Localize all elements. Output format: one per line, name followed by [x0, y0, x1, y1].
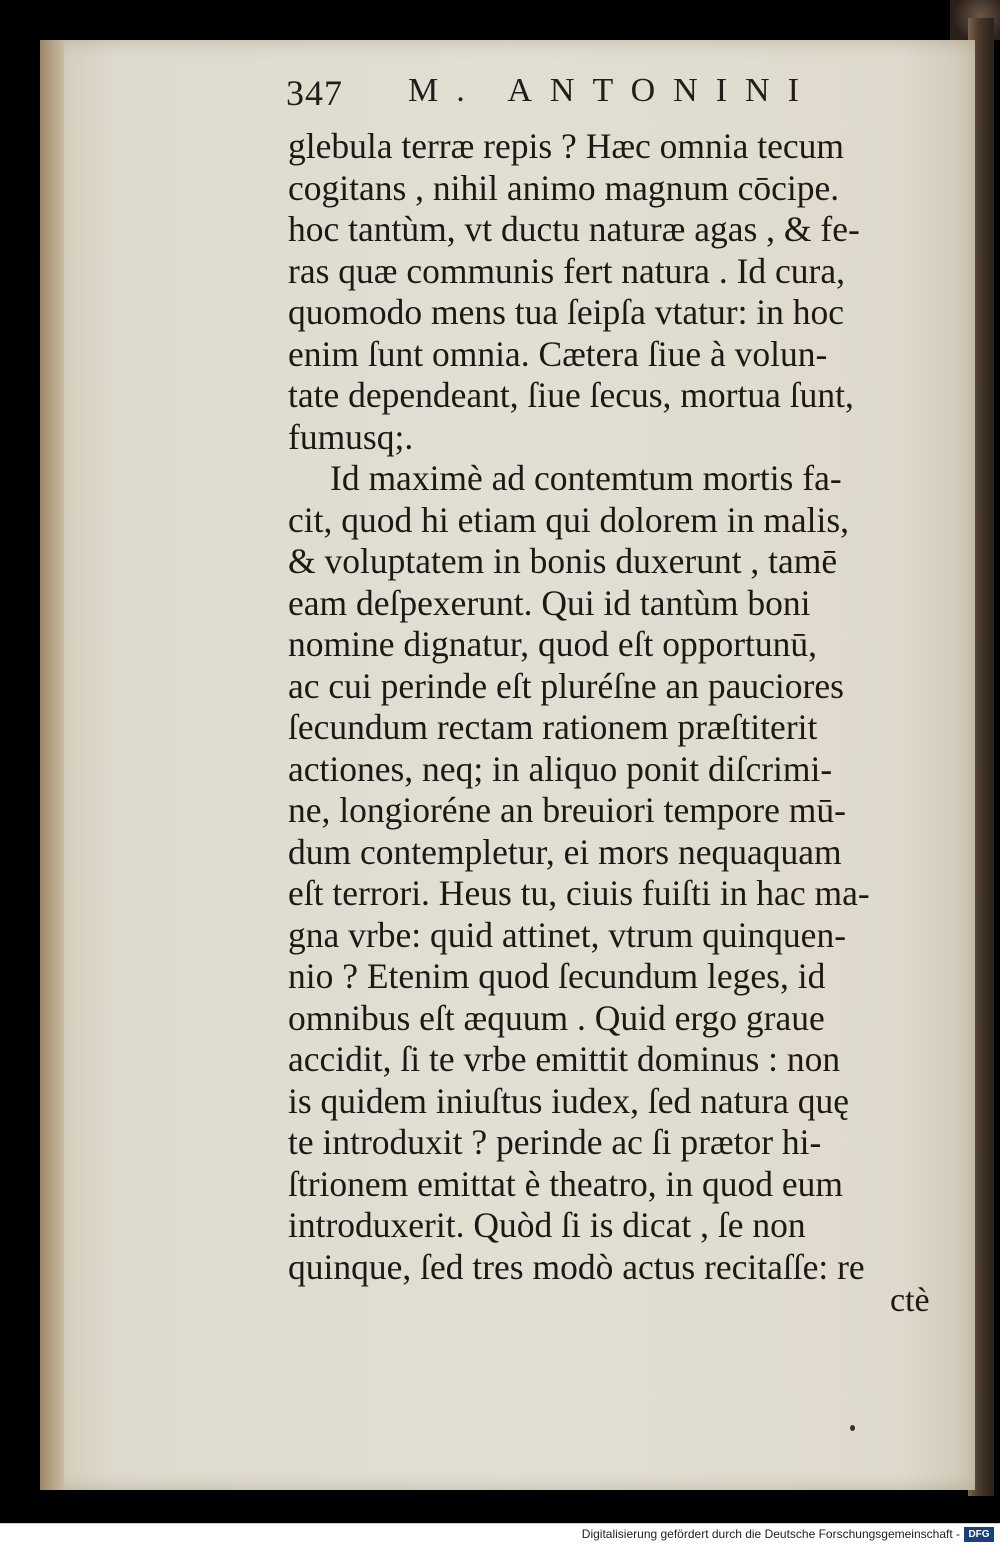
- text-line: cogitans , nihil animo magnum cōcipe.: [288, 167, 840, 208]
- text-line: eam deſpexerunt. Qui id tantùm boni: [288, 582, 811, 623]
- text-line: enim ſunt omnia. Cætera ſiue à volun-: [288, 333, 828, 374]
- text-line: te introduxit ? perinde ac ſi prætor hi-: [288, 1122, 822, 1162]
- body-text: [288, 126, 938, 1288]
- footer-bar: [0, 1523, 1000, 1546]
- text-line: gna vrbe: quid attinet, vtrum quinquen-: [288, 914, 847, 955]
- text-line: introduxerit. Quòd ſi is dicat , ſe non: [288, 1205, 806, 1245]
- ink-speck: [850, 1425, 855, 1431]
- paragraph-start-line: Id maximè ad contemtum mortis fa-: [330, 458, 842, 498]
- catchword: ctè: [890, 1282, 930, 1319]
- text-line: eſt terrori. Heus tu, ciuis fuiſti in hac ma-: [288, 873, 870, 913]
- text-line: ac cui perinde eſt pluréſne an pauciores: [288, 665, 844, 706]
- page-number: 347: [286, 73, 343, 113]
- text-line: glebula terræ repis ? Hæc omnia tecum: [288, 126, 844, 166]
- text-line: hoc tantùm, vt ductu naturæ agas , & fe-: [288, 209, 860, 249]
- running-title: M. ANTONINI: [408, 72, 817, 109]
- text-line: omnibus eſt æquum . Quid ergo graue: [288, 997, 825, 1038]
- page-gutter: [40, 40, 64, 1490]
- running-head: [250, 72, 950, 122]
- text-line: quinque, ſed tres modò actus recitaſſe: re: [288, 1246, 865, 1287]
- text-line: & voluptatem in bonis duxerunt , tamē: [288, 541, 838, 581]
- text-line: ſtrionem emittat è theatro, in quod eum: [288, 1163, 844, 1204]
- text-line: tate dependeant, ſiue ſecus, mortua ſunt,: [288, 375, 854, 415]
- text-line: nomine dignatur, quod eſt opportunū,: [288, 624, 818, 664]
- text-line: quomodo mens tua ſeipſa vtatur: in hoc: [288, 292, 845, 332]
- text-line: ne, longioréne an breuiori tempore mū-: [288, 790, 846, 830]
- text-line: dum contempletur, ei mors nequaquam: [288, 831, 842, 872]
- footer-credit: Digitalisierung gefördert durch die Deutsche Forschungsgemeinschaft -: [581, 1527, 960, 1541]
- text-line: cit, quod hi etiam qui dolorem in malis,: [288, 499, 850, 540]
- text-line: nio ? Etenim quod ſecundum leges, id: [288, 956, 826, 996]
- text-line: ſecundum rectam rationem præſtiterit: [288, 707, 818, 747]
- text-line: fumusq;.: [288, 416, 414, 457]
- text-line: is quidem iniuſtus iudex, ſed natura quę: [288, 1080, 849, 1121]
- dfg-logo-icon: DFG: [964, 1527, 994, 1542]
- text-line: ras quæ communis fert natura . Id cura,: [288, 250, 845, 291]
- text-line: actiones, neq; in aliquo ponit diſcrimi-: [288, 748, 833, 789]
- text-line: accidit, ſi te vrbe emittit dominus : non: [288, 1039, 841, 1079]
